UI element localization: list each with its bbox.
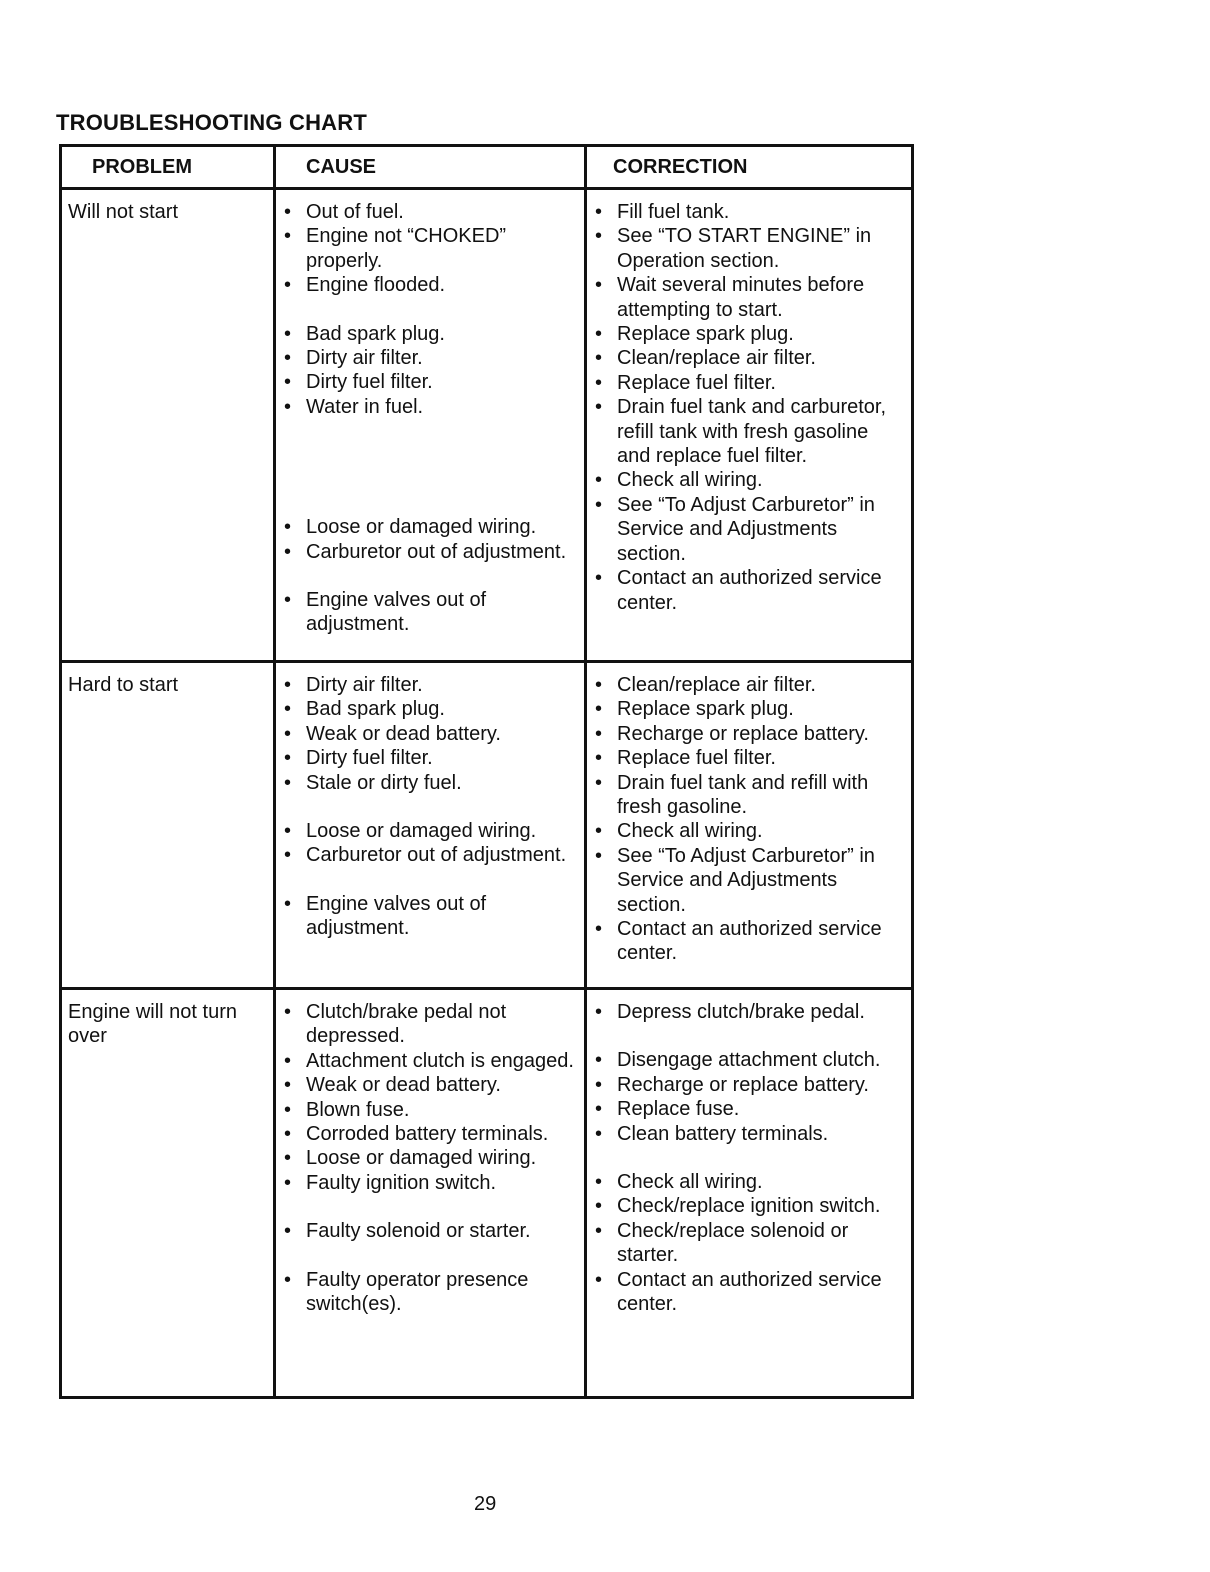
cause-item: • Out of fuel. [276, 200, 576, 224]
cause-cell [275, 989, 586, 1398]
cause-item: • Faulty operator presence switch(es). [276, 1268, 576, 1317]
correction-item: • Clean/replace air filter. [587, 346, 903, 370]
correction-item: • Replace fuel filter. [587, 746, 903, 770]
correction-item: • Clean/replace air filter. [587, 673, 903, 697]
cause-item: • Dirty fuel filter. [276, 746, 576, 770]
cause-item: • Weak or dead battery. [276, 1073, 576, 1097]
problem-cell: Will not start [61, 189, 275, 662]
correction-cell [586, 989, 913, 1398]
cause-item: • Dirty air filter. [276, 673, 576, 697]
cause-item: • Attachment clutch is engaged. [276, 1049, 576, 1073]
cause-item: • Dirty fuel filter. [276, 370, 576, 394]
cause-item: • Stale or dirty fuel. [276, 771, 576, 795]
problem-cell: Engine will not turn over [61, 989, 275, 1398]
cause-item: • Bad spark plug. [276, 322, 576, 346]
problem-cell: Hard to start [61, 662, 275, 989]
header-problem: PROBLEM [61, 146, 275, 189]
cause-item: • Bad spark plug. [276, 697, 576, 721]
page-title: TROUBLESHOOTING CHART [56, 110, 367, 135]
header-correction: CORRECTION [586, 146, 913, 189]
cause-item: • Faulty ignition switch. [276, 1171, 576, 1195]
cause-item: • Engine flooded. [276, 273, 576, 297]
correction-item: • Check all wiring. [587, 819, 903, 843]
correction-item: • Check all wiring. [587, 1170, 903, 1194]
cause-item: • Water in fuel. [276, 395, 576, 419]
correction-item: • Contact an authorized service center. [587, 566, 903, 615]
cause-item: • Engine valves out of adjustment. [276, 892, 576, 941]
cause-cell [275, 189, 586, 662]
correction-item: • Fill fuel tank. [587, 200, 903, 224]
correction-item: • See “To Adjust Carburetor” in Service and Adjustments section. [587, 844, 903, 917]
correction-item: • Depress clutch/brake pedal. [587, 1000, 903, 1024]
table-row [61, 989, 913, 1398]
correction-item: • Contact an authorized service center. [587, 1268, 903, 1317]
correction-item: • Wait several minutes before attempting to start. [587, 273, 903, 322]
correction-item: • Check/replace ignition switch. [587, 1194, 903, 1218]
correction-item: • Check all wiring. [587, 468, 903, 492]
troubleshooting-table [59, 144, 914, 1399]
cause-cell [275, 662, 586, 989]
correction-item: • Contact an authorized service center. [587, 917, 903, 966]
correction-cell [586, 662, 913, 989]
correction-item: • Replace fuse. [587, 1097, 903, 1121]
cause-item: • Carburetor out of adjustment. [276, 540, 576, 564]
correction-cell [586, 189, 913, 662]
cause-item: • Loose or damaged wiring. [276, 1146, 576, 1170]
table-row [61, 189, 913, 662]
cause-item: • Loose or damaged wiring. [276, 515, 576, 539]
header-cause: CAUSE [275, 146, 586, 189]
cause-item: • Carburetor out of adjustment. [276, 843, 576, 867]
cause-item: • Engine not “CHOKED” properly. [276, 224, 576, 273]
correction-item: • Replace fuel filter. [587, 371, 903, 395]
correction-item: • See “To Adjust Carburetor” in Service and Adjustments section. [587, 493, 903, 566]
cause-item: • Corroded battery terminals. [276, 1122, 576, 1146]
correction-item: • Check/replace solenoid or starter. [587, 1219, 903, 1268]
correction-item: • Recharge or replace battery. [587, 722, 903, 746]
cause-item: • Blown fuse. [276, 1098, 576, 1122]
correction-item: • Clean battery terminals. [587, 1122, 903, 1146]
cause-item: • Clutch/brake pedal not depressed. [276, 1000, 576, 1049]
header-row [61, 146, 913, 189]
cause-item: • Engine valves out of adjustment. [276, 588, 576, 637]
correction-item: • Drain fuel tank and carburetor, refill tank with fresh gasoline and replace fuel filter. [587, 395, 903, 468]
cause-item: • Weak or dead battery. [276, 722, 576, 746]
cause-item: • Loose or damaged wiring. [276, 819, 576, 843]
table-row [61, 662, 913, 989]
correction-item: • Disengage attachment clutch. [587, 1048, 903, 1072]
correction-item: • Recharge or replace battery. [587, 1073, 903, 1097]
correction-item: • Replace spark plug. [587, 322, 903, 346]
correction-item: • See “TO START ENGINE” in Operation section. [587, 224, 903, 273]
page-number: 29 [474, 1493, 497, 1515]
cause-item: • Faulty solenoid or starter. [276, 1219, 576, 1243]
correction-item: • Drain fuel tank and refill with fresh gasoline. [587, 771, 903, 820]
correction-item: • Replace spark plug. [587, 697, 903, 721]
cause-item: • Dirty air filter. [276, 346, 576, 370]
